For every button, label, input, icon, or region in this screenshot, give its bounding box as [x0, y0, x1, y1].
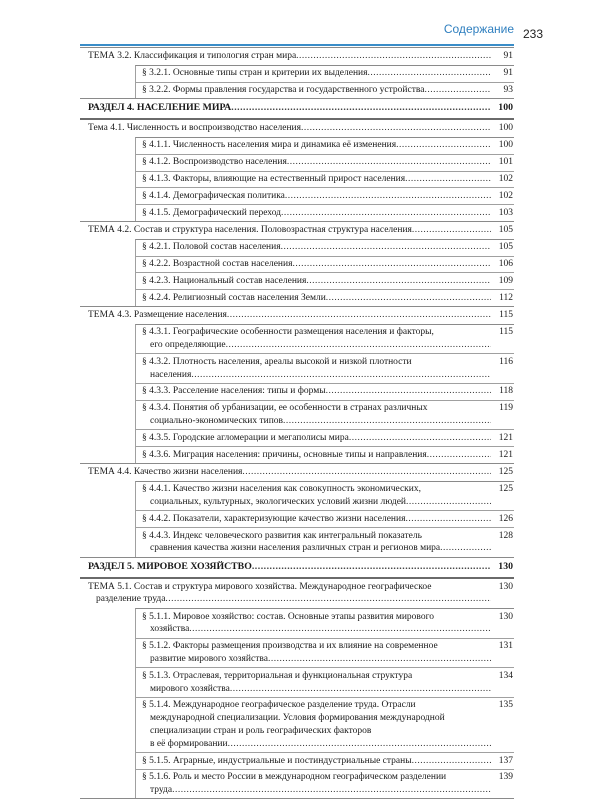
entry-title: ТЕМА 4.4. Качество жизни населения [88, 466, 242, 479]
entry-title: Тема 4.1. Численность и воспроизводство населения [88, 122, 301, 135]
subtopic-title-line: хозяйства [150, 623, 189, 636]
leader-dots [424, 84, 491, 97]
subtopic-entry[interactable] [135, 752, 514, 769]
subtopic-page-number: 128 [493, 530, 514, 543]
subtopic-entry[interactable] [135, 82, 514, 99]
subtopic-title-line: § 4.1.5. Демографический переход [142, 207, 281, 220]
leader-dots [326, 292, 491, 305]
leader-dots [405, 513, 491, 526]
subtopic-page-number: 112 [493, 292, 514, 305]
toc-section [80, 99, 514, 120]
subtopic-title-line: § 4.2.3. Национальный состав населения [142, 275, 306, 288]
subtopic-page-number: 101 [493, 156, 514, 169]
entry-page-number: 130 [493, 581, 514, 594]
leader-dots [268, 653, 491, 666]
subtopic-title-line: международной специализации. Условия формирования международной [150, 713, 445, 723]
subtopic-title-line: § 5.1.1. Мировое хозяйство: состав. Основные этапы развития мирового [142, 612, 434, 622]
topic-heading[interactable] [80, 464, 514, 481]
subtopic-title-line: § 5.1.3. Отраслевая, территориальная и функциональная структура [142, 671, 412, 681]
subtopic-entry[interactable] [135, 324, 514, 354]
toc-topic [80, 307, 514, 464]
toc-topic [80, 464, 514, 558]
subtopic-page-number: 116 [493, 356, 514, 369]
entry-page-number: 100 [493, 102, 514, 115]
entry-page-number: 100 [493, 122, 514, 135]
toc-topic [80, 579, 514, 799]
subtopic-title-line: населения [150, 369, 191, 382]
subtopic-page-number: 119 [493, 402, 514, 415]
subtopic-title-line: § 5.1.2. Факторы размещения производства и их влияние на современное [142, 641, 438, 651]
leader-dots [283, 415, 491, 428]
subtopic-page-number: 134 [493, 670, 514, 683]
entry-page-number: 91 [493, 50, 514, 63]
entry-title: разделение труда [96, 593, 165, 606]
leader-dots [227, 309, 491, 322]
leader-dots [231, 102, 491, 115]
leader-dots [349, 432, 491, 445]
subtopic-title-line: § 5.1.4. Международное географическое разделение труда. Отрасли [142, 700, 416, 710]
subtopic-title-line: § 4.3.3. Расселение населения: типы и формы [142, 385, 326, 398]
subtopic-page-number: 109 [493, 275, 514, 288]
entry-page-number: 115 [493, 309, 514, 322]
leader-dots [396, 139, 491, 152]
subtopic-page-number: 105 [493, 241, 514, 254]
subtopic-title-line: § 4.2.2. Возрастной состав населения [142, 258, 292, 271]
subtopic-page-number: 126 [493, 513, 514, 526]
page-number: 233 [523, 27, 543, 41]
topic-heading[interactable] [80, 307, 514, 324]
subtopic-page-number: 121 [493, 432, 514, 445]
subtopic-page-number: 130 [493, 611, 514, 624]
subtopic-entry[interactable] [135, 204, 514, 221]
subtopic-title-line: § 4.4.3. Индекс человеческого развития как интегральный показатель [142, 531, 422, 541]
subtopic-entry[interactable] [135, 608, 514, 638]
subtopic-entry[interactable] [135, 446, 514, 463]
leader-dots [406, 496, 491, 509]
leader-dots [412, 224, 491, 237]
subtopic-title-line: § 4.2.1. Половой состав населения [142, 241, 281, 254]
subtopic-title-line: в её формировании [150, 738, 228, 751]
subtopic-entry[interactable] [135, 137, 514, 154]
leader-dots [281, 241, 491, 254]
leader-dots [440, 542, 491, 555]
leader-dots [301, 122, 491, 135]
leader-dots [230, 683, 491, 696]
subtopic-page-number: 102 [493, 173, 514, 186]
subtopic-page-number: 102 [493, 190, 514, 203]
subtopic-entry[interactable] [135, 353, 514, 383]
entry-title: РАЗДЕЛ 4. НАСЕЛЕНИЕ МИРА [88, 102, 231, 115]
entry-title: ТЕМА 5.1. Состав и структура мирового хозяйства. Международное географическое [88, 582, 431, 592]
subtopic-page-number: 118 [493, 385, 514, 398]
subtopic-entry[interactable] [135, 171, 514, 188]
subtopic-title-line: его определяющие [150, 339, 226, 352]
entry-title: РАЗДЕЛ 5. МИРОВОЕ ХОЗЯЙСТВО [88, 561, 252, 574]
leader-dots [242, 466, 491, 479]
leader-dots [285, 190, 491, 203]
subtopic-title-line: § 4.4.2. Показатели, характеризующие качество жизни населения [142, 513, 405, 526]
entry-page-number: 105 [493, 224, 514, 237]
subtopic-entry[interactable] [135, 527, 514, 557]
subtopic-page-number: 93 [493, 84, 514, 97]
subtopic-entry[interactable] [135, 239, 514, 256]
subtopic-title-line: § 4.1.2. Воспроизводство населения [142, 156, 287, 169]
leader-dots [189, 623, 491, 636]
leader-dots [281, 207, 491, 220]
leader-dots [191, 369, 491, 382]
subtopic-title-line: сравнения качества жизни населения различных стран и регионов мира [150, 542, 440, 555]
subtopic-title-line: § 3.2.1. Основные типы стран и критерии их выделения [142, 67, 368, 80]
subtopic-entry[interactable] [135, 187, 514, 204]
leader-dots [326, 385, 491, 398]
entry-title: ТЕМА 4.2. Состав и структура населения. Половозрастная структура населения [88, 224, 412, 237]
subtopic-page-number: 100 [493, 139, 514, 152]
subtopic-title-line: труда [150, 784, 172, 797]
entry-title: ТЕМА 4.3. Размещение населения [88, 309, 227, 322]
leader-dots [287, 156, 491, 169]
subtopic-title-line: § 5.1.5. Аграрные, индустриальные и постиндустриальные страны [142, 755, 412, 768]
subtopic-entry[interactable] [135, 256, 514, 273]
subtopic-entry[interactable] [135, 667, 514, 697]
subtopic-page-number: 121 [493, 449, 514, 462]
subtopic-title-line: социально-экономических типов [150, 415, 283, 428]
toc-topic [80, 48, 514, 99]
subtopic-entry[interactable] [135, 272, 514, 289]
subtopic-page-number: 139 [493, 771, 514, 784]
subtopic-title-line: мирового хозяйства [150, 683, 230, 696]
topic-heading[interactable] [80, 222, 514, 239]
subtopic-title-line: § 4.3.5. Городские агломерации и мегаполисы мира [142, 432, 349, 445]
section-heading[interactable] [80, 99, 514, 118]
subtopic-entry[interactable] [135, 481, 514, 511]
toc-topic [80, 222, 514, 307]
subtopic-entry[interactable] [135, 697, 514, 752]
subtopic-title-line: § 4.2.4. Религиозный состав населения Земли [142, 292, 326, 305]
subtopic-entry[interactable] [135, 289, 514, 306]
subtopic-entry[interactable] [135, 429, 514, 446]
topic-heading[interactable] [80, 48, 514, 65]
leader-dots [296, 50, 491, 63]
subtopic-page-number: 106 [493, 258, 514, 271]
subtopic-entry[interactable] [135, 638, 514, 668]
section-heading[interactable] [80, 558, 514, 577]
subtopic-title-line: социальных, культурных, экологических условий жизни людей [150, 496, 406, 509]
subtopic-page-number: 137 [493, 755, 514, 768]
subtopic-page-number: 103 [493, 207, 514, 220]
leader-dots [172, 784, 491, 797]
leader-dots [228, 738, 491, 751]
page-header [80, 22, 514, 46]
toc-topic [80, 120, 514, 222]
subtopic-page-number: 115 [493, 326, 514, 339]
subtopic-title-line: § 4.1.4. Демографическая политика [142, 190, 285, 203]
topic-heading[interactable] [80, 120, 514, 137]
entry-page-number: 130 [493, 561, 514, 574]
topic-heading[interactable] [80, 579, 514, 609]
leader-dots [427, 449, 491, 462]
subtopic-entry[interactable] [135, 769, 514, 799]
leader-dots [226, 339, 491, 352]
leader-dots [252, 561, 491, 574]
subtopic-entry[interactable] [135, 154, 514, 171]
subtopic-title-line: § 4.3.1. Географические особенности размещения населения и факторы, [142, 327, 434, 337]
subtopic-entry[interactable] [135, 383, 514, 400]
leader-dots [368, 67, 491, 80]
subtopic-title-line: § 4.1.1. Численность населения мира и динамика её изменения [142, 139, 396, 152]
leader-dots [292, 258, 491, 271]
leader-dots [405, 173, 491, 186]
subtopic-title-line: § 5.1.6. Роль и место России в международном географическом разделении [142, 772, 446, 782]
subtopic-page-number: 135 [493, 699, 514, 712]
entry-page-number: 125 [493, 466, 514, 479]
subtopic-page-number: 131 [493, 640, 514, 653]
leader-dots [412, 755, 491, 768]
subtopic-entry[interactable] [135, 65, 514, 82]
subtopic-title-line: специализации стран и роль географических факторов [150, 726, 371, 736]
toc-section [80, 558, 514, 579]
subtopic-page-number: 91 [493, 67, 514, 80]
subtopic-entry[interactable] [135, 400, 514, 430]
leader-dots [165, 593, 491, 606]
leader-dots [306, 275, 491, 288]
subtopic-title-line: § 4.3.4. Понятия об урбанизации, ее особенности в странах различных [142, 403, 428, 413]
subtopic-page-number: 125 [493, 483, 514, 496]
subtopic-title-line: развитие мирового хозяйства [150, 653, 268, 666]
subtopic-title-line: § 4.3.6. Миграция населения: причины, основные типы и направления [142, 449, 427, 462]
table-of-contents [80, 47, 514, 799]
subtopic-title-line: § 3.2.2. Формы правления государства и государственного устройства [142, 84, 424, 97]
subtopic-title-line: § 4.4.1. Качество жизни населения как совокупность экономических, [142, 484, 421, 494]
subtopic-title-line: § 4.1.3. Факторы, влияющие на естественный прирост населения [142, 173, 405, 186]
subtopic-title-line: § 4.3.2. Плотность населения, ареалы высокой и низкой плотности [142, 357, 412, 367]
header-title: Содержание [444, 22, 514, 36]
entry-title: ТЕМА 3.2. Классификация и типология стран мира [88, 50, 296, 63]
subtopic-entry[interactable] [135, 510, 514, 527]
